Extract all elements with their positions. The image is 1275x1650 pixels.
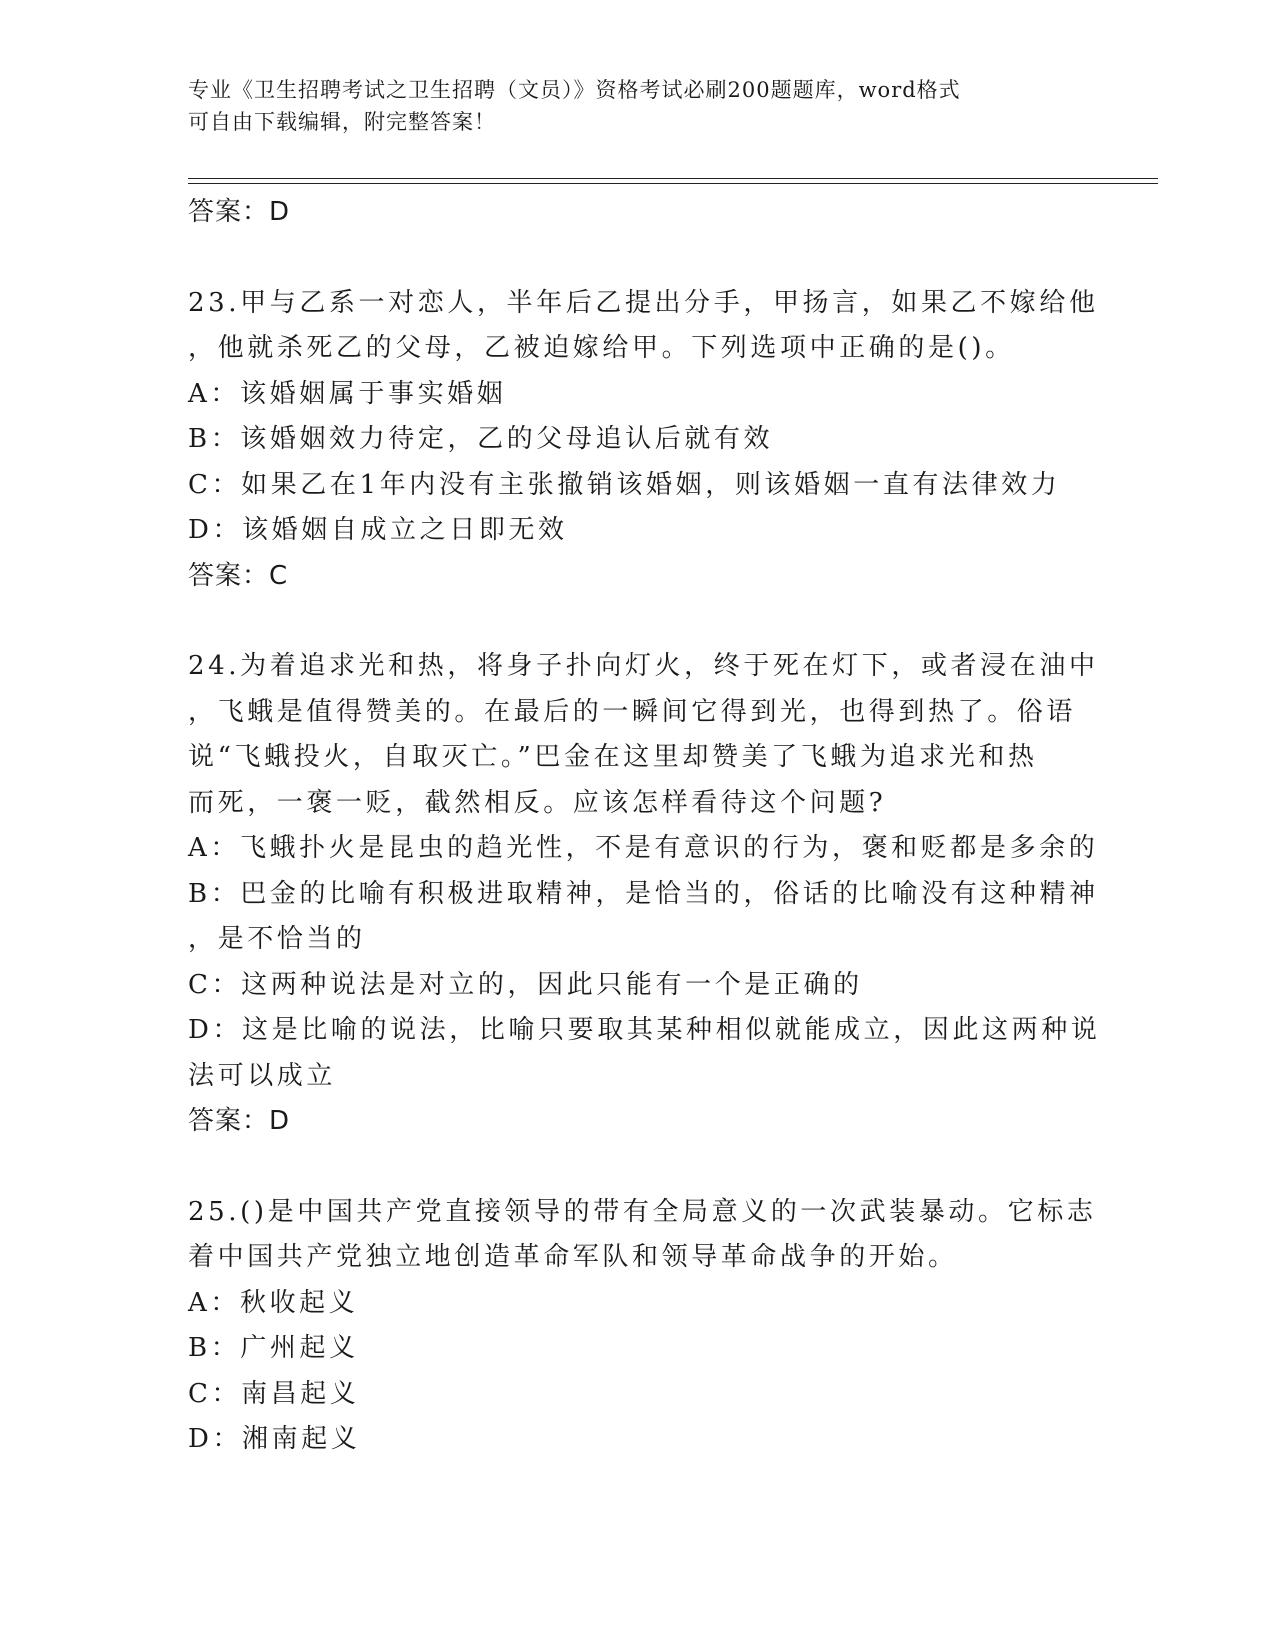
option-b: B：巴金的比喻有积极进取精神，是恰当的，俗话的比喻没有这种精神 <box>188 878 1099 909</box>
question-24 <box>188 644 1101 1145</box>
option-a: A：该婚姻属于事实婚姻 <box>188 378 507 409</box>
previous-answer: 答案：D <box>188 197 291 227</box>
question-stem-line: 25.()是中国共产党直接领导的带有全局意义的一次武装暴动。它标志 <box>188 1196 1097 1227</box>
spacer <box>188 599 1088 644</box>
header-divider-top <box>188 178 1158 179</box>
option-c: C：南昌起义 <box>188 1378 360 1409</box>
header-divider-bottom <box>188 183 1158 184</box>
answer-line: 答案：D <box>188 1106 291 1136</box>
option-d-continued: 法可以成立 <box>188 1060 337 1091</box>
option-a: A：秋收起义 <box>188 1287 359 1318</box>
question-stem-line: 24.为着追求光和热，将身子扑向灯火，终于死在灯下，或者浸在油中 <box>188 651 1099 681</box>
option-c: C：这两种说法是对立的，因此只能有一个是正确的 <box>188 969 863 1000</box>
option-c: C：如果乙在1年内没有主张撤销该婚姻，则该婚姻一直有法律效力 <box>188 469 1061 500</box>
option-a: A：飞蛾扑火是昆虫的趋光性，不是有意识的行为，褒和贬都是多余的 <box>188 833 1099 863</box>
question-stem-line: 着中国共产党独立地创造革命军队和领导革命战争的开始。 <box>188 1242 958 1272</box>
document-body <box>188 190 1101 1463</box>
option-d: D：该婚姻自成立之日即无效 <box>188 515 568 545</box>
answer-line: 答案：C <box>188 560 289 591</box>
header-line-1: 专业《卫生招聘考试之卫生招聘（文员）》资格考试必刷200题题库，word格式 <box>188 78 961 102</box>
question-stem-line: 而死，一褒一贬，截然相反。应该怎样看待这个问题? <box>188 787 887 818</box>
option-b-continued: ，是不恰当的 <box>188 924 366 954</box>
spacer <box>188 1145 1088 1190</box>
option-b: B：广州起义 <box>188 1333 359 1363</box>
question-stem-line: ，飞蛾是值得赞美的。在最后的一瞬间它得到光，也得到热了。俗语 <box>188 696 1077 727</box>
question-stem-line: 说“飞蛾投火，自取灭亡。”巴金在这里却赞美了飞蛾为追求光和热 <box>188 742 1038 772</box>
option-d: D：湘南起义 <box>188 1424 361 1454</box>
spacer <box>188 236 1088 281</box>
question-23 <box>188 281 1099 600</box>
document-header <box>188 74 1068 138</box>
option-b: B：该婚姻效力待定，乙的父母追认后就有效 <box>188 424 774 454</box>
header-line-2: 可自由下载编辑，附完整答案！ <box>188 110 496 134</box>
question-25 <box>188 1190 1097 1463</box>
question-stem-line: ，他就杀死乙的父母，乙被迫嫁给甲。下列选项中正确的是()。 <box>188 333 1015 363</box>
option-d: D：这是比喻的说法，比喻只要取其某种相似就能成立，因此这两种说 <box>188 1015 1101 1045</box>
question-stem-line: 23.甲与乙系一对恋人，半年后乙提出分手，甲扬言，如果乙不嫁给他 <box>188 287 1099 318</box>
